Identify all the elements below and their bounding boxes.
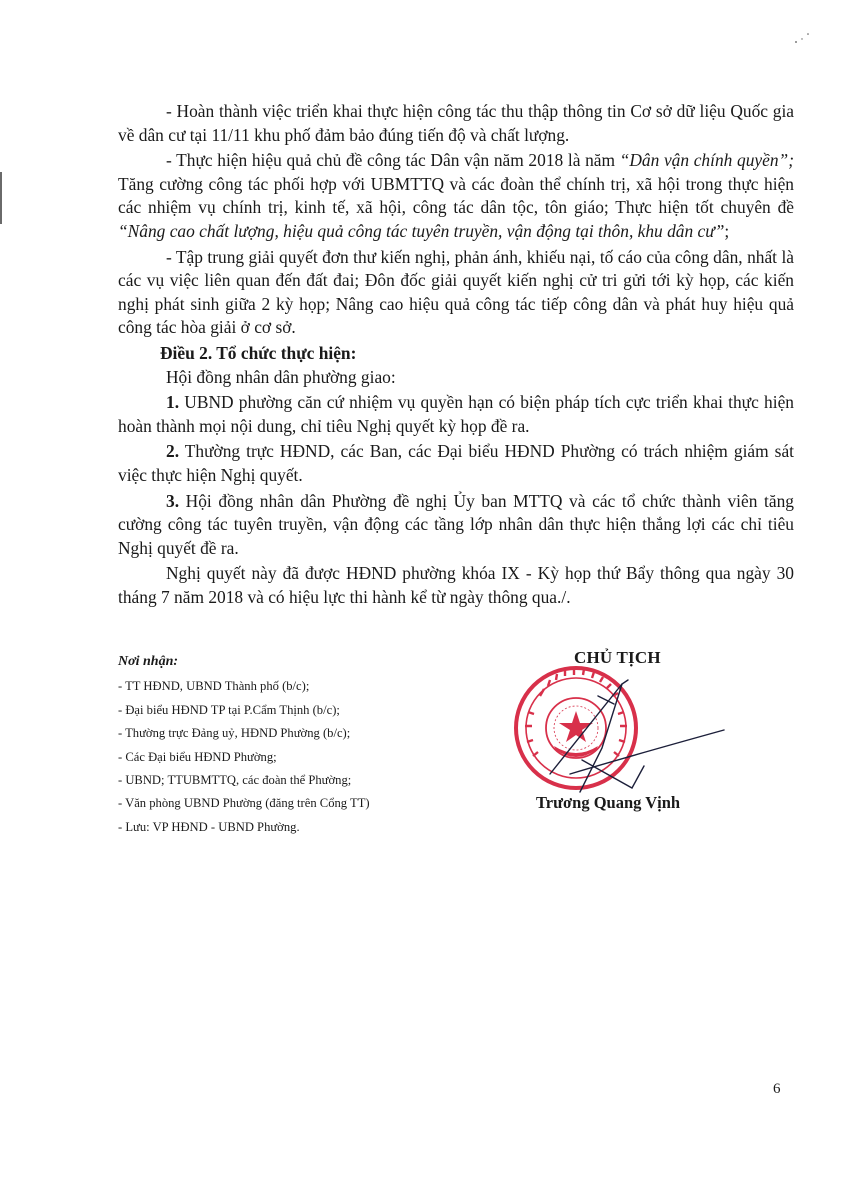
recipient-item: - TT HĐND, UBND Thành phố (b/c); xyxy=(118,679,310,694)
document-body xyxy=(118,100,794,609)
scan-speck-marks xyxy=(792,30,812,48)
p2-part-a: - Thực hiện hiệu quả chủ đề công tác Dân vận năm 2018 là năm xyxy=(166,150,620,171)
article-2-intro: Hội đồng nhân dân phường giao: xyxy=(166,366,396,387)
paragraph-mass-mobilization xyxy=(118,149,794,243)
official-seal-stamp xyxy=(510,656,730,806)
paragraph-complaints: - Tập trung giải quyết đơn thư kiến nghị, phản ánh, khiếu nại, tố cáo của công dân, nhất là các vụ việc liên quan đến đất đai; Đôn đốc giải quyết kiến nghị cử tri gửi tới kỳ họp, các kiến nghị phát sinh giữa 2 kỳ họp; Nâng cao hiệu quả công tác tiếp công dân và phát huy hiệu quả công tác hòa giải ở cơ sở. xyxy=(118,246,794,338)
scan-margin-mark xyxy=(0,172,2,224)
paragraph-census: - Hoàn thành việc triển khai thực hiện công tác thu thập thông tin Cơ sở dữ liệu Quốc gia về dân cư tại 11/11 khu phố đảm bảo đúng tiến độ và chất lượng. xyxy=(118,101,794,145)
item-3-text: Hội đồng nhân dân Phường đề nghị Ủy ban MTTQ và các tổ chức thành viên tăng cường công tác tuyên truyền, vận động các tầng lớp nhân dân thực hiện thắng lợi các chỉ tiêu Nghị quyết đề ra. xyxy=(118,490,794,558)
recipients-label: Nơi nhận: xyxy=(118,654,179,669)
page-number: 6 xyxy=(773,1081,781,1097)
signature-block xyxy=(510,648,730,828)
recipient-item: - Thường trực Đảng uỷ, HĐND Phường (b/c); xyxy=(118,726,351,741)
p2-topic-quote: “Nâng cao chất lượng, hiệu quả công tác tuyên truyền, vận động tại thôn, khu dân cư” xyxy=(118,220,725,241)
recipient-item: - Đại biểu HĐND TP tại P.Cẩm Thịnh (b/c); xyxy=(118,702,340,717)
article-2-item-2 xyxy=(118,440,794,487)
recipient-item: - Văn phòng UBND Phường (đăng trên Cổng TT) xyxy=(118,796,370,811)
article-2-item-3 xyxy=(118,490,794,561)
p2-theme-quote: “Dân vận chính quyền”; xyxy=(619,150,794,171)
signer-title: CHỦ TỊCH xyxy=(574,648,661,667)
recipient-item: - Lưu: VP HĐND - UBND Phường. xyxy=(118,819,300,834)
recipient-item: - Các Đại biểu HĐND Phường; xyxy=(118,749,277,764)
item-1-number: 1. xyxy=(166,392,180,413)
item-2-number: 2. xyxy=(166,441,180,462)
recipients-list xyxy=(118,675,498,839)
recipients-block xyxy=(118,650,498,839)
signer-name: Trương Quang Vịnh xyxy=(536,793,681,812)
p2-part-c: Tăng cường công tác phối hợp với UBMTTQ và các đoàn thể chính trị, xã hội trong thực hiện các nhiệm vụ chính trị, kinh tế, xã hội, công tác dân tộc, tôn giáo; Thực hiện tốt chuyên đề xyxy=(118,173,794,218)
item-1-text: UBND phường căn cứ nhiệm vụ quyền hạn có biện pháp tích cực triển khai thực hiện hoàn thành mọi nội dung, chỉ tiêu Nghị quyết kỳ họp đề ra. xyxy=(118,392,794,436)
article-2-heading: Điều 2. Tổ chức thực hiện: xyxy=(160,342,357,363)
p2-part-e: ; xyxy=(724,220,730,241)
article-2-item-1 xyxy=(118,391,794,438)
item-2-text: Thường trực HĐND, các Ban, các Đại biểu HĐND Phường có trách nhiệm giám sát việc thực hiện Nghị quyết. xyxy=(118,441,794,485)
recipient-item: - UBND; TTUBMTTQ, các đoàn thể Phường; xyxy=(118,773,352,788)
closing-paragraph: Nghị quyết này đã được HĐND phường khóa IX - Kỳ họp thứ Bẩy thông qua ngày 30 tháng 7 năm 2018 và có hiệu lực thi hành kể từ ngày thông qua./. xyxy=(118,563,794,607)
item-3-number: 3. xyxy=(166,490,180,511)
